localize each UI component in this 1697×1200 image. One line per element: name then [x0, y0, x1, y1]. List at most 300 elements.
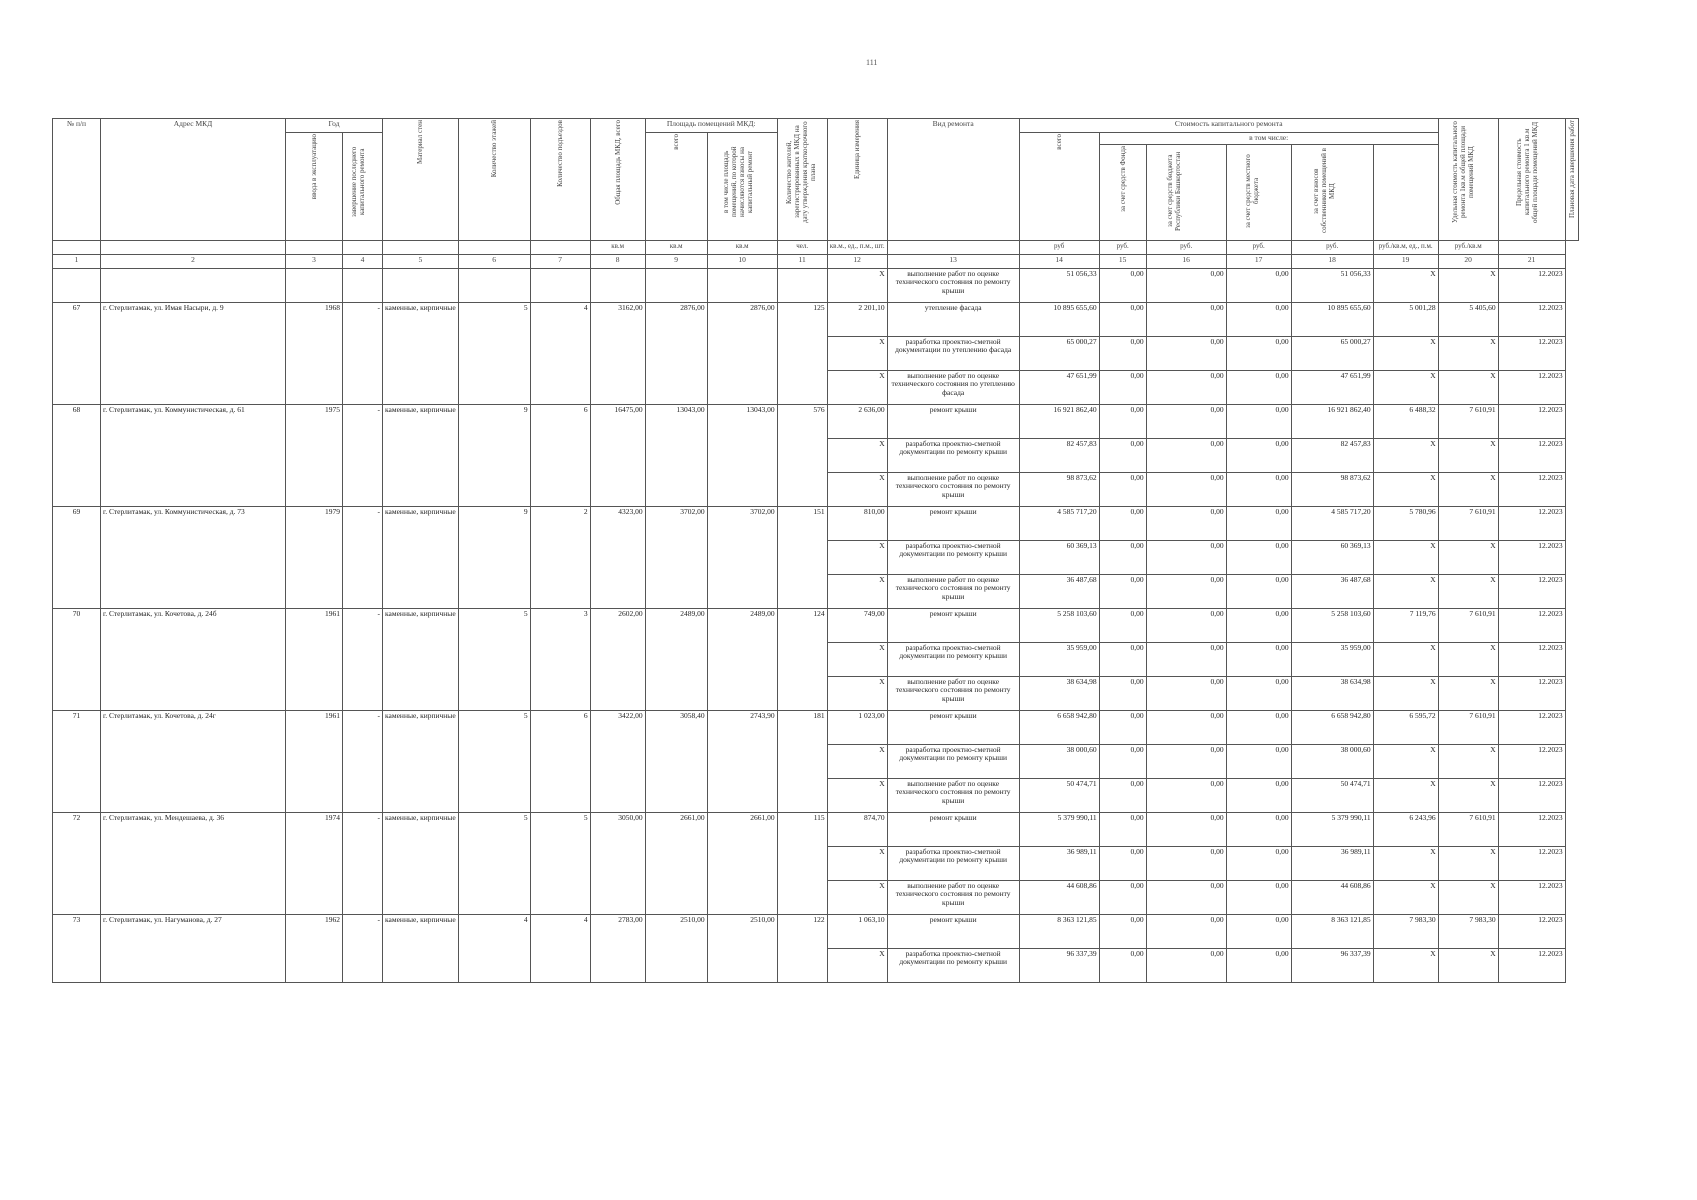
repair-register-table [52, 118, 1579, 983]
cost-fund: 0,00 [1099, 710, 1146, 744]
house-residents: 151 [777, 506, 827, 608]
column-number-cell: 21 [1498, 254, 1565, 268]
house-address: г. Стерлитамак, ул. Мендешаева, д. 36 [101, 812, 286, 914]
house-residents: 122 [777, 914, 827, 982]
cost-local: 0,00 [1226, 778, 1291, 812]
cost-total: 60 369,13 [1019, 540, 1099, 574]
limit-cost: X [1438, 336, 1498, 370]
work-qty: X [827, 880, 887, 914]
limit-cost: 7 983,30 [1438, 914, 1498, 948]
unit-cost: X [1373, 642, 1438, 676]
lead-deadline: 12.2023 [1498, 268, 1565, 302]
column-number-cell: 13 [887, 254, 1019, 268]
cost-local: 0,00 [1226, 336, 1291, 370]
lead-limit-cost: X [1438, 268, 1498, 302]
cost-republic: 0,00 [1146, 744, 1226, 778]
limit-cost: X [1438, 438, 1498, 472]
house-year-built: 1968 [286, 302, 343, 404]
unit-cost: X [1373, 370, 1438, 404]
work-type: выполнение работ по оценке технического состояния по утеплению фасада [887, 370, 1019, 404]
work-type: разработка проектно-сметной документации по ремонту крыши [887, 744, 1019, 778]
table-row [53, 710, 1579, 744]
deadline: 12.2023 [1498, 948, 1565, 982]
cost-local: 0,00 [1226, 710, 1291, 744]
house-area-total: 2783,00 [590, 914, 645, 982]
col-total-area-header: Общая площадь МКД, всего [613, 120, 622, 205]
unit-cell [1498, 240, 1565, 254]
house-material: каменные, кирпичные [383, 506, 459, 608]
limit-cost: X [1438, 846, 1498, 880]
deadline: 12.2023 [1498, 846, 1565, 880]
house-area-total: 4323,00 [590, 506, 645, 608]
unit-cell: чел. [777, 240, 827, 254]
work-type: разработка проектно-сметной документации по ремонту крыши [887, 642, 1019, 676]
limit-cost: 7 610,91 [1438, 608, 1498, 642]
work-type: выполнение работ по оценке технического состояния по ремонту крыши [887, 574, 1019, 608]
unit-cost: 5 001,28 [1373, 302, 1438, 336]
group-premises-area-header: Площадь помещений МКД: [645, 119, 777, 133]
house-address: г. Стерлитамак, ул. Кочетова, д. 24г [101, 710, 286, 812]
column-number-cell: 3 [286, 254, 343, 268]
work-type: разработка проектно-сметной документации по утеплению фасада [887, 336, 1019, 370]
column-number-cell: 14 [1019, 254, 1099, 268]
cost-fund: 0,00 [1099, 506, 1146, 540]
cost-owners: 36 989,11 [1291, 846, 1373, 880]
unit-cost: X [1373, 336, 1438, 370]
unit-cell [53, 240, 101, 254]
register-sheet [52, 118, 1579, 983]
cost-local: 0,00 [1226, 404, 1291, 438]
limit-cost: 5 405,60 [1438, 302, 1498, 336]
house-area-all: 2876,00 [645, 302, 707, 404]
limit-cost: X [1438, 778, 1498, 812]
col-residents-header: Количество жителей, зарегистрированных в МКД на дату утверждения краткосрочного плана [785, 121, 818, 223]
continuation-row [53, 268, 1579, 302]
col-area-residential-header: в том числе площадь помещений, по которой начисляются взносы на капитальный ремонт [722, 146, 755, 218]
unit-cost: X [1373, 676, 1438, 710]
deadline: 12.2023 [1498, 506, 1565, 540]
house-last-repair: - [343, 914, 383, 982]
cost-fund: 0,00 [1099, 574, 1146, 608]
cost-owners: 5 258 103,60 [1291, 608, 1373, 642]
unit-cell: руб. [1099, 240, 1146, 254]
limit-cost: X [1438, 642, 1498, 676]
house-no: 67 [53, 302, 101, 404]
column-number-cell: 19 [1373, 254, 1438, 268]
limit-cost: 7 610,91 [1438, 710, 1498, 744]
deadline: 12.2023 [1498, 642, 1565, 676]
limit-cost: X [1438, 540, 1498, 574]
cost-fund: 0,00 [1099, 540, 1146, 574]
col-entrances-header: Количество подъездов [556, 120, 565, 187]
house-floors: 5 [458, 710, 530, 812]
col-unit-header: Единица измерения [853, 120, 862, 179]
house-floors: 4 [458, 914, 530, 982]
house-entrances: 2 [530, 506, 590, 608]
work-qty: 1 063,10 [827, 914, 887, 948]
unit-cell [101, 240, 286, 254]
house-material: каменные, кирпичные [383, 302, 459, 404]
col-cost-republic-header: за счет средств бюджета Республики Башкортостан [1166, 151, 1183, 231]
unit-cost: 7 983,30 [1373, 914, 1438, 948]
work-qty: 2 201,10 [827, 302, 887, 336]
column-number-cell: 6 [458, 254, 530, 268]
lead-local: 0,00 [1226, 268, 1291, 302]
house-no: 71 [53, 710, 101, 812]
work-qty: X [827, 676, 887, 710]
cost-republic: 0,00 [1146, 676, 1226, 710]
deadline: 12.2023 [1498, 404, 1565, 438]
house-area-residential: 2661,00 [707, 812, 777, 914]
house-area-total: 3162,00 [590, 302, 645, 404]
cost-total: 8 363 121,85 [1019, 914, 1099, 948]
cost-owners: 36 487,68 [1291, 574, 1373, 608]
unit-cost: 6 595,72 [1373, 710, 1438, 744]
column-numbers-row [53, 254, 1579, 268]
limit-cost: 7 610,91 [1438, 812, 1498, 846]
col-year-built-header: ввода в эксплуатацию [309, 134, 318, 200]
cost-local: 0,00 [1226, 608, 1291, 642]
limit-cost: 7 610,91 [1438, 506, 1498, 540]
group-cost-header: Стоимость капитального ремонта [1019, 119, 1438, 133]
cost-total: 5 379 990,11 [1019, 812, 1099, 846]
column-number-cell: 4 [343, 254, 383, 268]
house-area-residential: 2876,00 [707, 302, 777, 404]
unit-cost: X [1373, 472, 1438, 506]
limit-cost: 7 610,91 [1438, 404, 1498, 438]
house-year-built: 1962 [286, 914, 343, 982]
cost-total: 5 258 103,60 [1019, 608, 1099, 642]
cost-republic: 0,00 [1146, 846, 1226, 880]
lead-total: 51 056,33 [1019, 268, 1099, 302]
unit-cell: руб./кв.м [1438, 240, 1498, 254]
work-qty: X [827, 574, 887, 608]
column-number-cell: 17 [1226, 254, 1291, 268]
cost-fund: 0,00 [1099, 778, 1146, 812]
col-deadline-header: Плановая дата завершения работ [1567, 120, 1576, 219]
unit-cell: руб. [1146, 240, 1226, 254]
cost-fund: 0,00 [1099, 812, 1146, 846]
cost-total: 36 487,68 [1019, 574, 1099, 608]
cost-fund: 0,00 [1099, 302, 1146, 336]
house-floors: 5 [458, 608, 530, 710]
cost-fund: 0,00 [1099, 404, 1146, 438]
cost-local: 0,00 [1226, 506, 1291, 540]
deadline: 12.2023 [1498, 302, 1565, 336]
work-type: разработка проектно-сметной документации по ремонту крыши [887, 540, 1019, 574]
cost-republic: 0,00 [1146, 880, 1226, 914]
house-last-repair: - [343, 506, 383, 608]
cost-local: 0,00 [1226, 574, 1291, 608]
work-qty: 2 636,00 [827, 404, 887, 438]
house-address: г. Стерлитамак, ул. Кочетова, д. 24б [101, 608, 286, 710]
cost-republic: 0,00 [1146, 642, 1226, 676]
unit-cell: руб [1019, 240, 1099, 254]
table-row [53, 404, 1579, 438]
col-wall-material-header: Материал стен [416, 120, 425, 164]
column-number-cell: 11 [777, 254, 827, 268]
cost-owners: 38 000,60 [1291, 744, 1373, 778]
column-number-cell: 9 [645, 254, 707, 268]
house-area-all: 3058,40 [645, 710, 707, 812]
cost-fund: 0,00 [1099, 914, 1146, 948]
cost-owners: 5 379 990,11 [1291, 812, 1373, 846]
house-area-all: 3702,00 [645, 506, 707, 608]
deadline: 12.2023 [1498, 574, 1565, 608]
house-address: г. Стерлитамак, ул. Коммунистическая, д. 61 [101, 404, 286, 506]
column-number-cell: 2 [101, 254, 286, 268]
house-entrances: 5 [530, 812, 590, 914]
deadline: 12.2023 [1498, 710, 1565, 744]
house-year-built: 1961 [286, 608, 343, 710]
cost-fund: 0,00 [1099, 744, 1146, 778]
cost-owners: 38 634,98 [1291, 676, 1373, 710]
work-qty: 874,70 [827, 812, 887, 846]
units-row [53, 240, 1579, 254]
col-limit-cost-header: Предельная стоимость капитального ремонта 1 кв.м общей площади помещений МКД [1514, 121, 1539, 223]
cost-republic: 0,00 [1146, 540, 1226, 574]
house-entrances: 6 [530, 404, 590, 506]
unit-cost: X [1373, 880, 1438, 914]
house-area-total: 16475,00 [590, 404, 645, 506]
cost-owners: 82 457,83 [1291, 438, 1373, 472]
cost-local: 0,00 [1226, 744, 1291, 778]
cost-republic: 0,00 [1146, 472, 1226, 506]
unit-cost: X [1373, 846, 1438, 880]
table-row [53, 812, 1579, 846]
cost-local: 0,00 [1226, 302, 1291, 336]
cost-fund: 0,00 [1099, 608, 1146, 642]
unit-cell: кв.м [645, 240, 707, 254]
house-last-repair: - [343, 404, 383, 506]
page-number: 111 [866, 58, 878, 67]
unit-cell: кв.м [590, 240, 645, 254]
unit-cost: X [1373, 778, 1438, 812]
deadline: 12.2023 [1498, 676, 1565, 710]
cost-republic: 0,00 [1146, 710, 1226, 744]
unit-cost: X [1373, 948, 1438, 982]
cost-fund: 0,00 [1099, 676, 1146, 710]
house-area-residential: 13043,00 [707, 404, 777, 506]
cost-republic: 0,00 [1146, 914, 1226, 948]
house-last-repair: - [343, 812, 383, 914]
limit-cost: X [1438, 676, 1498, 710]
unit-cell: руб./кв.м, ед., п.м. [1373, 240, 1438, 254]
unit-cell: руб. [1291, 240, 1373, 254]
deadline: 12.2023 [1498, 744, 1565, 778]
unit-cost: 6 243,96 [1373, 812, 1438, 846]
house-no: 70 [53, 608, 101, 710]
cost-local: 0,00 [1226, 540, 1291, 574]
house-entrances: 3 [530, 608, 590, 710]
house-year-built: 1979 [286, 506, 343, 608]
cost-owners: 65 000,27 [1291, 336, 1373, 370]
work-qty: X [827, 336, 887, 370]
column-number-cell: 15 [1099, 254, 1146, 268]
unit-cell [458, 240, 530, 254]
house-residents: 115 [777, 812, 827, 914]
cost-fund: 0,00 [1099, 438, 1146, 472]
cost-republic: 0,00 [1146, 812, 1226, 846]
work-qty: X [827, 846, 887, 880]
cost-owners: 35 959,00 [1291, 642, 1373, 676]
cost-republic: 0,00 [1146, 608, 1226, 642]
table-row [53, 914, 1579, 948]
cost-local: 0,00 [1226, 846, 1291, 880]
col-cost-fund-header: за счет средств Фонда [1118, 145, 1127, 212]
house-floors: 9 [458, 404, 530, 506]
unit-cell [286, 240, 343, 254]
cost-total: 98 873,62 [1019, 472, 1099, 506]
cost-owners: 10 895 655,60 [1291, 302, 1373, 336]
work-type: ремонт крыши [887, 710, 1019, 744]
work-qty: X [827, 370, 887, 404]
table-row [53, 302, 1579, 336]
work-qty: X [827, 948, 887, 982]
unit-cell [383, 240, 459, 254]
column-number-cell: 7 [530, 254, 590, 268]
cost-owners: 47 651,99 [1291, 370, 1373, 404]
col-unit-cost-header: Удельная стоимость капитального ремонта 1кв.м общей площади помещений МКД [1451, 121, 1476, 223]
work-type: ремонт крыши [887, 506, 1019, 540]
column-number-cell: 16 [1146, 254, 1226, 268]
limit-cost: X [1438, 370, 1498, 404]
house-no: 68 [53, 404, 101, 506]
house-no: 72 [53, 812, 101, 914]
house-entrances: 6 [530, 710, 590, 812]
cost-total: 38 634,98 [1019, 676, 1099, 710]
cost-total: 6 658 942,80 [1019, 710, 1099, 744]
cost-fund: 0,00 [1099, 642, 1146, 676]
house-material: каменные, кирпичные [383, 404, 459, 506]
cost-total: 50 474,71 [1019, 778, 1099, 812]
lead-fund: 0,00 [1099, 268, 1146, 302]
column-number-cell: 18 [1291, 254, 1373, 268]
column-number-cell: 20 [1438, 254, 1498, 268]
cost-owners: 6 658 942,80 [1291, 710, 1373, 744]
cost-local: 0,00 [1226, 880, 1291, 914]
cost-fund: 0,00 [1099, 472, 1146, 506]
house-year-built: 1975 [286, 404, 343, 506]
cost-owners: 4 585 717,20 [1291, 506, 1373, 540]
unit-cell: руб. [1226, 240, 1291, 254]
lead-work: выполнение работ по оценке технического состояния по ремонту крыши [887, 268, 1019, 302]
work-qty: 1 023,00 [827, 710, 887, 744]
table-row [53, 506, 1579, 540]
deadline: 12.2023 [1498, 370, 1565, 404]
unit-cost: X [1373, 744, 1438, 778]
work-type: ремонт крыши [887, 608, 1019, 642]
deadline: 12.2023 [1498, 540, 1565, 574]
deadline: 12.2023 [1498, 336, 1565, 370]
col-year-last-repair-header: завершение последнего капитального ремонта [349, 146, 366, 218]
cost-republic: 0,00 [1146, 948, 1226, 982]
cost-total: 16 921 862,40 [1019, 404, 1099, 438]
cost-fund: 0,00 [1099, 370, 1146, 404]
house-area-total: 2602,00 [590, 608, 645, 710]
cost-fund: 0,00 [1099, 948, 1146, 982]
work-type: разработка проектно-сметной документации по ремонту крыши [887, 948, 1019, 982]
deadline: 12.2023 [1498, 914, 1565, 948]
work-qty: 810,00 [827, 506, 887, 540]
col-cost-local-header: за счет средств местного бюджета [1243, 153, 1260, 228]
table-row [53, 608, 1579, 642]
work-type: выполнение работ по оценке технического состояния по ремонту крыши [887, 472, 1019, 506]
house-area-all: 2510,00 [645, 914, 707, 982]
work-type: ремонт крыши [887, 914, 1019, 948]
unit-cost: 6 488,32 [1373, 404, 1438, 438]
cost-total: 44 608,86 [1019, 880, 1099, 914]
house-address: г. Стерлитамак, ул. Нагуманова, д. 27 [101, 914, 286, 982]
cost-owners: 96 337,39 [1291, 948, 1373, 982]
col-area-all-header: всего [672, 134, 681, 150]
unit-cell [530, 240, 590, 254]
limit-cost: X [1438, 880, 1498, 914]
house-floors: 5 [458, 812, 530, 914]
work-type: выполнение работ по оценке технического состояния по ремонту крыши [887, 778, 1019, 812]
house-last-repair: - [343, 710, 383, 812]
house-area-residential: 2743,90 [707, 710, 777, 812]
work-qty: 749,00 [827, 608, 887, 642]
cost-fund: 0,00 [1099, 880, 1146, 914]
cost-local: 0,00 [1226, 812, 1291, 846]
cost-republic: 0,00 [1146, 778, 1226, 812]
cost-republic: 0,00 [1146, 574, 1226, 608]
limit-cost: X [1438, 472, 1498, 506]
lead-owners: 51 056,33 [1291, 268, 1373, 302]
house-area-residential: 2489,00 [707, 608, 777, 710]
house-residents: 125 [777, 302, 827, 404]
house-area-all: 2489,00 [645, 608, 707, 710]
cost-republic: 0,00 [1146, 370, 1226, 404]
deadline: 12.2023 [1498, 778, 1565, 812]
col-floors-header: Количество этажей [490, 120, 499, 178]
cost-fund: 0,00 [1099, 846, 1146, 880]
cost-total: 4 585 717,20 [1019, 506, 1099, 540]
cost-total: 65 000,27 [1019, 336, 1099, 370]
work-type: разработка проектно-сметной документации по ремонту крыши [887, 846, 1019, 880]
house-entrances: 4 [530, 302, 590, 404]
house-entrances: 4 [530, 914, 590, 982]
house-area-residential: 3702,00 [707, 506, 777, 608]
house-area-all: 2661,00 [645, 812, 707, 914]
cost-owners: 60 369,13 [1291, 540, 1373, 574]
col-cost-owners-header: за счет взносов собственников помещений в МКД [1312, 148, 1337, 234]
cost-local: 0,00 [1226, 472, 1291, 506]
cost-owners: 44 608,86 [1291, 880, 1373, 914]
house-area-residential: 2510,00 [707, 914, 777, 982]
house-residents: 124 [777, 608, 827, 710]
work-type: ремонт крыши [887, 404, 1019, 438]
unit-cost: 7 119,76 [1373, 608, 1438, 642]
unit-cell: кв.м., ед., п.м., шт. [827, 240, 887, 254]
col-address-header: Адрес МКД [101, 119, 286, 241]
cost-total: 35 959,00 [1019, 642, 1099, 676]
deadline: 12.2023 [1498, 880, 1565, 914]
lead-republic: 0,00 [1146, 268, 1226, 302]
house-material: каменные, кирпичные [383, 914, 459, 982]
cost-owners: 50 474,71 [1291, 778, 1373, 812]
cost-republic: 0,00 [1146, 336, 1226, 370]
work-type: выполнение работ по оценке технического состояния по ремонту крыши [887, 676, 1019, 710]
group-year-header: Год [286, 119, 383, 133]
column-number-cell: 8 [590, 254, 645, 268]
work-type: ремонт крыши [887, 812, 1019, 846]
deadline: 12.2023 [1498, 438, 1565, 472]
col-no-header: № п/п [53, 119, 101, 241]
work-type: выполнение работ по оценке технического состояния по ремонту крыши [887, 880, 1019, 914]
column-number-cell: 10 [707, 254, 777, 268]
